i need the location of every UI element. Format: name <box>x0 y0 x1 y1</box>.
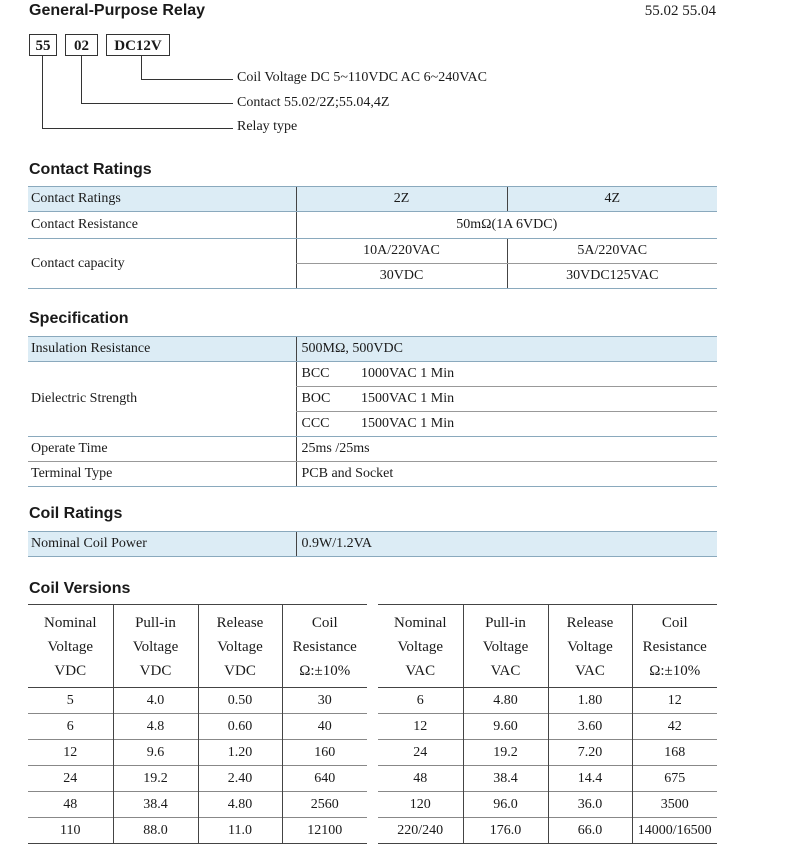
table-row <box>378 766 717 792</box>
column-header: Coil Resistance Ω:±10% <box>632 605 717 688</box>
table-cell: 2560 <box>282 792 367 818</box>
column-header: Release Voltage VAC <box>548 605 632 688</box>
table-cell: 12 <box>632 688 717 714</box>
column-4z: 4Z <box>507 187 717 212</box>
insulation-label: Insulation Resistance <box>28 337 296 362</box>
leader-line <box>81 56 82 104</box>
contact-ratings-table <box>28 186 717 289</box>
table-cell: 36.0 <box>548 792 632 818</box>
table-cell: 4.0 <box>113 688 198 714</box>
table-row <box>28 532 717 557</box>
table-cell: 24 <box>28 766 113 792</box>
leader-line <box>81 103 233 104</box>
table-cell: 3.60 <box>548 714 632 740</box>
page-title: General-Purpose Relay <box>29 2 206 19</box>
operate-label: Operate Time <box>28 437 296 462</box>
table-row <box>28 792 367 818</box>
table-cell: 24 <box>378 740 463 766</box>
table-row <box>28 437 717 462</box>
table-cell: 4.8 <box>113 714 198 740</box>
table-row <box>28 688 367 714</box>
capacity-4z-ac: 5A/220VAC <box>507 239 717 264</box>
coil-versions-ac-body <box>378 688 717 844</box>
table-row <box>28 766 367 792</box>
table-row <box>378 688 717 714</box>
table-row <box>378 818 717 844</box>
table-cell: 19.2 <box>113 766 198 792</box>
code-relay-type: 55 <box>29 34 57 56</box>
table-cell: 3500 <box>632 792 717 818</box>
table-cell: 0.50 <box>198 688 282 714</box>
table-cell: 5 <box>28 688 113 714</box>
table-cell: 48 <box>28 792 113 818</box>
column-header: Pull-in Voltage VAC <box>463 605 548 688</box>
coil-ratings-table <box>28 531 717 557</box>
table-cell: 12 <box>28 740 113 766</box>
resistance-value: 50mΩ(1A 6VDC) <box>296 212 717 239</box>
table-cell: 30 <box>282 688 367 714</box>
operate-value: 25ms /25ms <box>296 437 717 462</box>
table-cell: 160 <box>282 740 367 766</box>
table-row <box>378 792 717 818</box>
legend-coil-voltage: Coil Voltage DC 5~110VDC AC 6~240VAC <box>237 70 487 85</box>
legend-relay-type: Relay type <box>237 119 298 134</box>
table-cell: 11.0 <box>198 818 282 844</box>
column-2z: 2Z <box>296 187 507 212</box>
table-header-row <box>28 605 367 688</box>
table-cell: 7.20 <box>548 740 632 766</box>
table-cell: 110 <box>28 818 113 844</box>
table-row <box>378 714 717 740</box>
column-header: Nominal Voltage VDC <box>28 605 113 688</box>
terminal-value: PCB and Socket <box>296 462 717 487</box>
table-cell: 6 <box>28 714 113 740</box>
coil-versions-dc-body <box>28 688 367 844</box>
dielectric-value: 1500VAC 1 Min <box>361 387 717 412</box>
resistance-label: Contact Resistance <box>28 212 296 239</box>
table-cell: 9.60 <box>463 714 548 740</box>
specification-table <box>28 336 717 487</box>
table-cell: 168 <box>632 740 717 766</box>
table-cell: 40 <box>282 714 367 740</box>
column-header: Release Voltage VDC <box>198 605 282 688</box>
table-cell: 4.80 <box>463 688 548 714</box>
table-cell: 1.20 <box>198 740 282 766</box>
table-row <box>28 818 367 844</box>
table-cell: 12100 <box>282 818 367 844</box>
insulation-value: 500MΩ, 500VDC <box>296 337 717 362</box>
table-cell: 176.0 <box>463 818 548 844</box>
header-label: Contact Ratings <box>28 187 296 212</box>
table-header-row <box>378 605 717 688</box>
table-cell: 6 <box>378 688 463 714</box>
dielectric-value: 1000VAC 1 Min <box>361 362 717 387</box>
table-row <box>28 187 717 212</box>
capacity-2z-dc: 30VDC <box>296 264 507 289</box>
model-numbers: 55.02 55.04 <box>644 3 716 19</box>
dielectric-pair: CCC <box>296 412 361 437</box>
leader-line <box>42 56 43 129</box>
table-cell: 42 <box>632 714 717 740</box>
dielectric-label: Dielectric Strength <box>28 362 296 437</box>
coil-ratings-heading: Coil Ratings <box>29 505 123 522</box>
table-cell: 66.0 <box>548 818 632 844</box>
table-row <box>28 740 367 766</box>
table-cell: 48 <box>378 766 463 792</box>
coil-versions-ac-table <box>378 604 717 844</box>
table-cell: 220/240 <box>378 818 463 844</box>
table-cell: 88.0 <box>113 818 198 844</box>
table-cell: 19.2 <box>463 740 548 766</box>
table-cell: 0.60 <box>198 714 282 740</box>
table-cell: 38.4 <box>113 792 198 818</box>
dielectric-value: 1500VAC 1 Min <box>361 412 717 437</box>
dielectric-pair: BOC <box>296 387 361 412</box>
table-row <box>28 714 367 740</box>
leader-line <box>141 56 142 80</box>
code-coil-voltage: DC12V <box>106 34 170 56</box>
capacity-label: Contact capacity <box>28 239 296 289</box>
table-cell: 675 <box>632 766 717 792</box>
legend-contact: Contact 55.02/2Z;55.04,4Z <box>237 95 390 110</box>
column-header: Nominal Voltage VAC <box>378 605 463 688</box>
table-cell: 38.4 <box>463 766 548 792</box>
table-cell: 4.80 <box>198 792 282 818</box>
table-cell: 9.6 <box>113 740 198 766</box>
dielectric-pair: BCC <box>296 362 361 387</box>
table-row <box>28 337 717 362</box>
table-cell: 96.0 <box>463 792 548 818</box>
leader-line <box>42 128 233 129</box>
coil-versions-dc-table <box>28 604 367 844</box>
coil-versions-heading: Coil Versions <box>29 580 131 597</box>
coil-power-label: Nominal Coil Power <box>28 532 296 557</box>
table-row <box>28 362 717 387</box>
column-header: Pull-in Voltage VDC <box>113 605 198 688</box>
table-cell: 120 <box>378 792 463 818</box>
capacity-4z-dc: 30VDC125VAC <box>507 264 717 289</box>
table-cell: 14000/16500 <box>632 818 717 844</box>
capacity-2z-ac: 10A/220VAC <box>296 239 507 264</box>
coil-power-value: 0.9W/1.2VA <box>296 532 717 557</box>
table-row <box>28 239 717 264</box>
contact-ratings-heading: Contact Ratings <box>29 161 152 178</box>
table-row <box>378 740 717 766</box>
table-cell: 14.4 <box>548 766 632 792</box>
terminal-label: Terminal Type <box>28 462 296 487</box>
specification-heading: Specification <box>29 310 129 327</box>
table-cell: 1.80 <box>548 688 632 714</box>
table-row <box>28 462 717 487</box>
table-cell: 2.40 <box>198 766 282 792</box>
table-row <box>28 212 717 239</box>
leader-line <box>141 79 233 80</box>
code-contact: 02 <box>65 34 98 56</box>
column-header: Coil Resistance Ω:±10% <box>282 605 367 688</box>
table-cell: 12 <box>378 714 463 740</box>
table-cell: 640 <box>282 766 367 792</box>
